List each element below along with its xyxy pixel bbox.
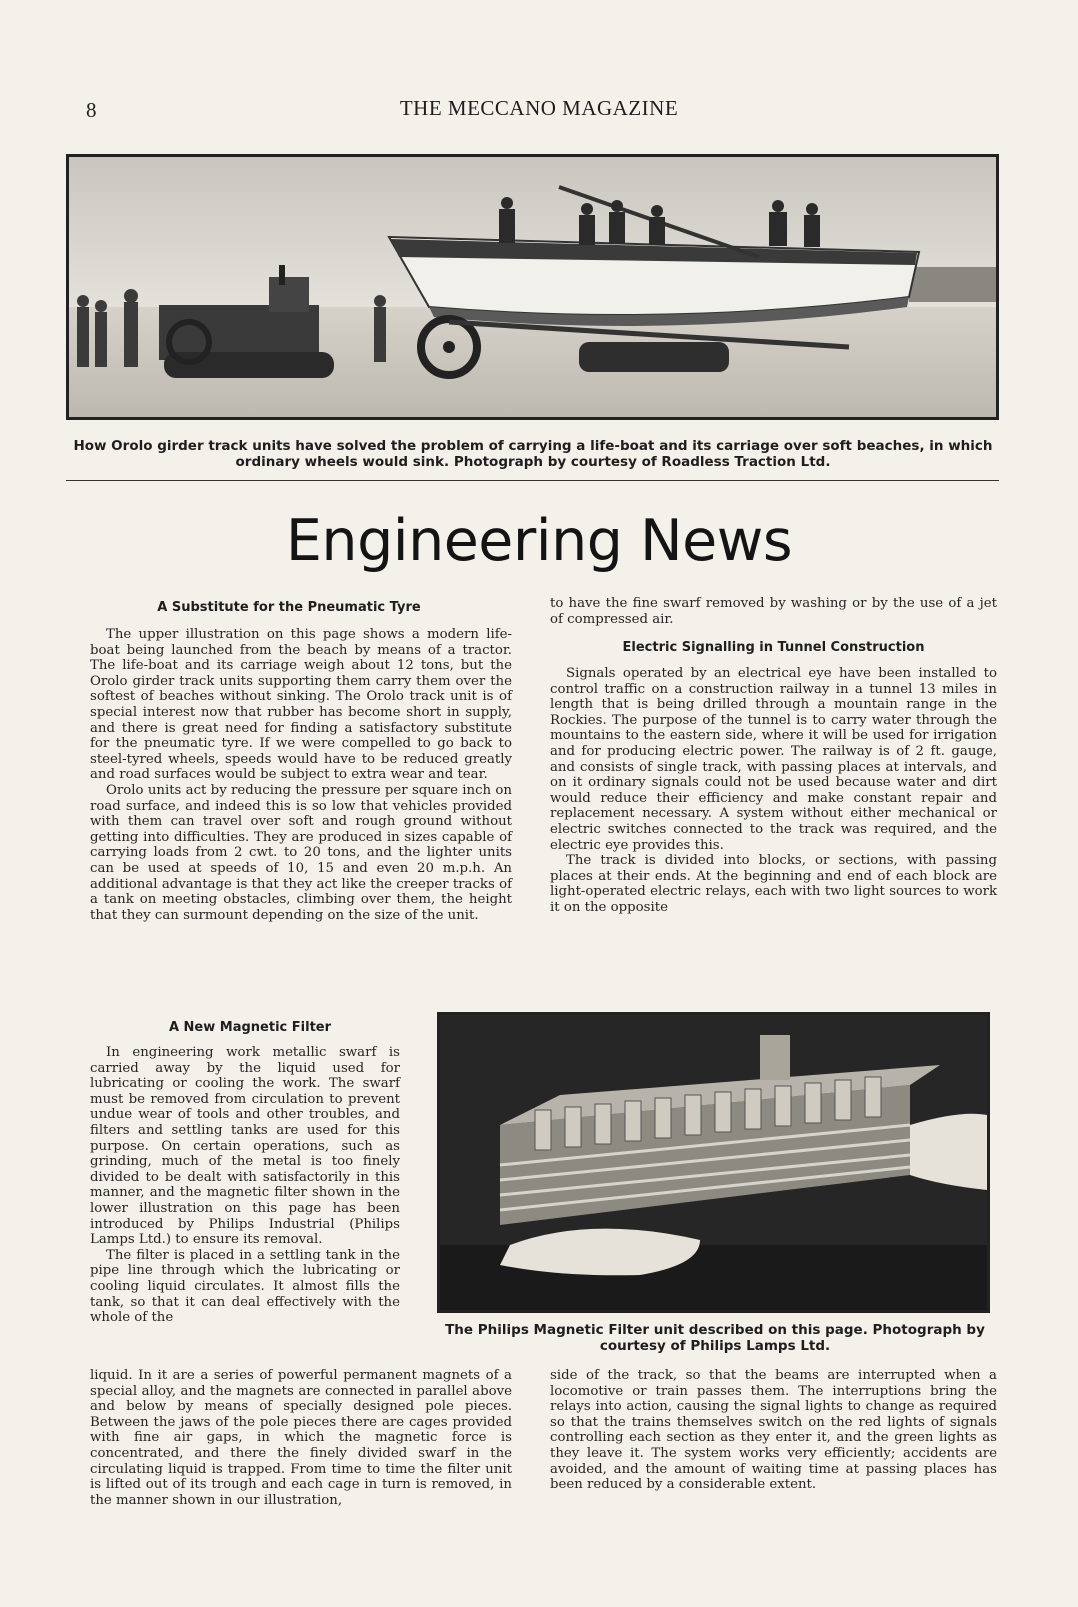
paragraph: The filter is placed in a settling tank in the pipe line through which the lubricating or cooling liquid circulates. It almost fills the tank, so that it can deal effectively with the whole of the xyxy=(90,1247,400,1326)
paragraph: to have the fine swarf removed by washing or by the use of a jet of compressed air. xyxy=(550,596,997,627)
lifeboat-photo-caption: How Orolo girder track units have solved the problem of carrying a life-boat and its carriage over soft beaches, in which ordinary wheels would sink. Photograph by courtesy of Roadless Traction Ltd. xyxy=(73,438,993,470)
section-heading-magnetic-filter: A New Magnetic Filter xyxy=(168,1020,332,1035)
section-heading-tunnel-signalling: Electric Signalling in Tunnel Construction xyxy=(622,640,925,655)
section-tunnel-signalling-continuation xyxy=(550,1368,997,1493)
page-number: 8 xyxy=(86,98,97,122)
section-tunnel-signalling-body xyxy=(550,666,997,916)
paragraph: liquid. In it are a series of powerful permanent magnets of a special alloy, and the magnets are connected in parallel above and below by means of specially designed pole pieces. Between the jaws of the pole pieces there are cages provided with fine air gaps, in which the magnetic force is concentrated, and there the finely divided swarf in the circulating liquid is trapped. From time to time the filter unit is lifted out of its trough and each cage in turn is removed, in the manner shown in our illustration, xyxy=(90,1368,512,1508)
paragraph: The track is divided into blocks, or sections, with passing places at their ends. At the beginning and end of each block are light-operated electric relays, each with two light sources to work it on the opposite xyxy=(550,853,997,915)
magnetic-filter-photo-caption: The Philips Magnetic Filter unit described on this page. Photograph by courtesy of Philips Lamps Ltd. xyxy=(445,1322,985,1354)
section-magnetic-filter-body-narrow xyxy=(90,1045,400,1326)
section-heading-pneumatic-tyre: A Substitute for the Pneumatic Tyre xyxy=(157,600,421,615)
paragraph: Orolo units act by reducing the pressure per square inch on road surface, and indeed this is so low that vehicles provided with them can travel over soft and rough ground without getting into difficulties. They are produced in sizes capable of carrying loads from 2 cwt. to 20 tons, and the lighter units can be used at speeds of 10, 15 and even 20 m.p.h. An additional advantage is that they act like the creeper tracks of a tank on meeting obstacles, climbing over them, the height that they can surmount depending on the size of the unit. xyxy=(90,782,512,923)
section-magnetic-filter-body-wide xyxy=(90,1368,512,1508)
section-pneumatic-tyre-body xyxy=(90,627,512,923)
magnetic-filter-photo xyxy=(437,1012,990,1313)
paragraph: The upper illustration on this page shows a modern life-boat being launched from the beach by means of a tractor. The life-boat and its carriage weigh about 12 tons, but the Orolo girder track units supporting them carry them over the softest of beaches without sinking. The Orolo track unit is of special interest now that rubber has become short in supply, and there is great need for finding a satisfactory substitute for the pneumatic tyre. If we were compelled to go back to steel-tyred wheels, speeds would have to be reduced greatly and road surfaces would be subject to extra wear and tear. xyxy=(90,627,512,783)
divider-rule xyxy=(66,480,999,481)
article-headline: Engineering News xyxy=(285,508,793,574)
section-magnetic-filter-continuation xyxy=(550,596,997,627)
paragraph: side of the track, so that the beams are interrupted when a locomotive or train passes them. The interruptions bring the relays into action, causing the signal lights to change as required so that the trains themselves switch on the red lights of signals controlling each section as they enter it, and the green lights as they leave it. The system works very efficiently; accidents are avoided, and the amount of waiting time at passing places has been reduced by a considerable extent. xyxy=(550,1368,997,1493)
running-head: THE MECCANO MAGAZINE xyxy=(399,96,679,120)
lifeboat-photo xyxy=(66,154,999,420)
paragraph: Signals operated by an electrical eye have been installed to control traffic on a construction railway in a tunnel 13 miles in length that is being drilled through a mountain range in the Rockies. The purpose of the tunnel is to carry water through the mountains to the eastern side, where it will be used for irrigation and for producing electric power. The railway is of 2 ft. gauge, and consists of single track, with passing places at intervals, and on it ordinary signals could not be used because water and dirt would reduce their efficiency and make constant repair and replacement necessary. A system without either mechanical or electric switches connected to the track was required, and the electric eye provides this. xyxy=(550,666,997,853)
paragraph: In engineering work metallic swarf is carried away by the liquid used for lubricating or cooling the work. The swarf must be removed from circulation to prevent undue wear of tools and other troubles, and filters and settling tanks are used for this purpose. On certain operations, such as grinding, much of the metal is too finely divided to be dealt with satisfactorily in this manner, and the magnetic filter shown in the lower illustration on this page has been introduced by Philips Industrial (Philips Lamps Ltd.) to ensure its removal. xyxy=(90,1045,400,1248)
